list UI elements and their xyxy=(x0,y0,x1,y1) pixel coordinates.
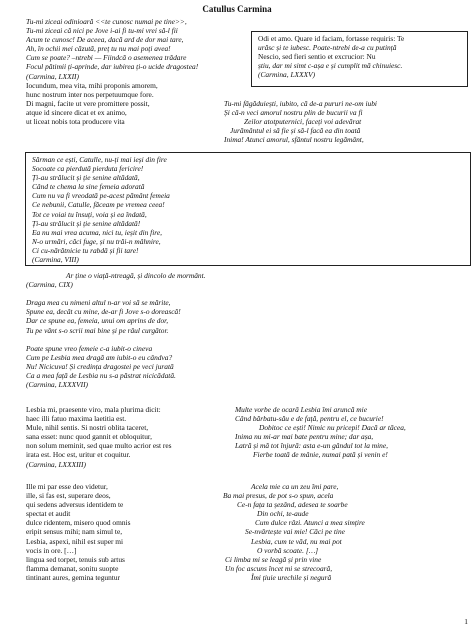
block4_left-line: qui sedens adversus identidem te xyxy=(26,500,124,510)
box1-line: urăsc și te iubesc. Poate-ntrebi de-a cu putință xyxy=(258,43,397,53)
block3_right-line: Când bărbatu-său e de față, pentru el, ce bucurie! xyxy=(235,414,384,424)
block3_left-line: Mule, nihil sentis. Si nostri oblita taceret, xyxy=(26,423,149,433)
block1_left-line: Tu-mi ziceai că nici pe Jove i-ai fi tu-mi vrei să-l fii xyxy=(26,26,178,36)
block2-line: Ar ține o viață-ntreagă, și dincolo de mormânt. xyxy=(66,271,206,280)
block4_left-line: tintinant aures, gemina teguntur xyxy=(26,572,120,582)
block4_right-line: Ce-n fața ta șezând, adesea te soarbe xyxy=(237,500,348,510)
block3-right xyxy=(235,405,471,460)
block4_left-line: Ille mi par esse deo videtur, xyxy=(26,482,108,491)
box2-line: Ci cu-nărătnicie tu rabdă și fii tare! xyxy=(32,245,139,255)
block4_left-line: vocis in ore. […] xyxy=(26,545,77,555)
block4_left-line: ille, si fas est, superare deos, xyxy=(26,491,111,501)
block2-line: Dar ce spune ea, femeia, unui om aprins de dor, xyxy=(26,316,169,326)
block4_right-line: Din ochi, te-aude xyxy=(257,509,309,519)
block4_left-line: eripit sensus mihi; nam simul te, xyxy=(26,527,123,537)
block4_right-line: Lesbia, cum te văd, nu mai pot xyxy=(251,536,342,546)
box2-line: Ți-au strălucit și ție senine altădată! xyxy=(32,218,141,228)
block4_right-line: Cum dulce râzi. Atunci a mea simțire xyxy=(255,518,365,528)
block1_left-line: hunc nostrum inter nos perpetuumque fore. xyxy=(26,89,154,99)
block4-right xyxy=(195,482,455,582)
block1_left-line: Iocundum, mea vita, mihi proponis amorem, xyxy=(26,80,158,90)
block1_right-line: Tu-mi făgăduiești, iubito, că de-a pururi ne-om iubi xyxy=(224,99,377,108)
block4_left-line: lingua sed torpet, tenuis sub artus xyxy=(26,554,125,564)
block3_left-line: non solum meminit, sed quae multo acrior est res xyxy=(26,441,172,451)
box1-line: Odi et amo. Quare id faciam, fortasse requiris: Te xyxy=(258,34,405,43)
block2-line xyxy=(26,289,466,298)
block2-line: Cum pe Lesbia mea dragă am iubit-o eu cândva? xyxy=(26,352,173,362)
block3_right-line: Fierbe toată de mânie, numai pată și venin e! xyxy=(253,450,388,460)
block3_right-line: Multe vorbe de ocară Lesbia îmi aruncă mie xyxy=(235,405,367,414)
box2-line: Tot ce voiai tu însuți, voia și ea îndată, xyxy=(32,209,147,219)
block1_left-line: Focul pătimii ți-aprinde, dar iubirea ți-o ucide dragostea! xyxy=(26,62,199,72)
box2-line: Când te chema la sine femeia adorată xyxy=(32,182,145,192)
poem-box-carmina-viii xyxy=(25,152,471,266)
block2-line xyxy=(26,335,466,344)
block4_right-line: O vorbă scoate. […] xyxy=(257,545,319,555)
page-number: 1 xyxy=(464,616,468,626)
block1_left-line: ut liceat nobis tota producere vita xyxy=(26,117,125,127)
block1_right-line: Inima! Atunci amorul, sfântul nostru legământ, xyxy=(224,135,364,145)
block4_right-line: Se-nvârtește vai mie! Căci pe tine xyxy=(245,527,345,537)
block3-left xyxy=(26,405,236,469)
block4_left-line: dulce ridentem, misero quod omnis xyxy=(26,518,131,528)
box1-line: Nescio, sed fieri sentio et excrucior: Nu xyxy=(258,52,376,62)
box1-line: știu, dar mi simt c-așa e și cumplit mă chinuiesc. xyxy=(258,61,403,71)
box2-line: Socoate ca pierdută pierduta fericire! xyxy=(32,164,144,174)
block4_right-line: Ba mai presus, de pot s-o spun, acela xyxy=(223,491,334,501)
block3_right-line: Dobitoc ce ești! Nimic nu pricepi! Dacă ar tăcea, xyxy=(259,423,406,433)
block1_left-line: Di magni, facite ut vere promittere possit, xyxy=(26,98,150,108)
block3_left-line: (Carmina, LXXXIII) xyxy=(26,459,86,469)
block4_right-line: Acela mie ca un zeu îmi pare, xyxy=(251,482,339,491)
block4_right-line: Un foc ascuns încet mi se strecoară, xyxy=(225,563,333,573)
block2-line: Draga mea cu nimeni altul n-ar voi să se mărite, xyxy=(26,298,171,308)
block1_left-line: Ah, în ochii mei căzută, preț tu nu mai poți avea! xyxy=(26,44,171,54)
block2-line: Spune ea, decât cu mine, de-ar fi Jove s-o dorească! xyxy=(26,307,181,317)
block3_left-line: Lesbia mi, praesente viro, mala plurima dicit: xyxy=(26,405,161,414)
box1-line: (Carmina, LXXXV) xyxy=(258,70,316,80)
block1_left-line: atque id sincere dicat et ex animo, xyxy=(26,107,127,117)
box2-line: N-o urmări, căci fuge, și nu trăi-n mâhnire, xyxy=(32,236,161,246)
block1_right-line: Și că-n veci amorul nostru plin de bucurii va fi xyxy=(224,108,363,118)
block1-right xyxy=(224,99,468,144)
block1_left-line: Tu-mi ziceai odinioară <<te cunosc numai pe tine>>, xyxy=(26,17,187,26)
box2-line: (Carmina, VIII) xyxy=(32,255,79,265)
page-title: Catullus Carmina xyxy=(202,4,272,14)
box2-line: Sărman ce ești, Catulle, nu-ți mai ieși din fire xyxy=(32,155,167,164)
block3_left-line: sana esset: nunc quod gannit et obloquitur, xyxy=(26,432,152,442)
block4_left-line: Lesbia, aspexi, nihil est super mi xyxy=(26,536,124,546)
block4_right-line: Ci limba mi se leagă și prin vine xyxy=(225,554,322,564)
block1_right-line: Zeilor atotputernici, faceți voi adevărat xyxy=(244,117,362,127)
block1_left-line: (Carmina, LXXII) xyxy=(26,71,79,81)
block3_left-line: irata est. Hoc est, uritur et coquitur. xyxy=(26,450,131,460)
block2-line: Poate spune vreo femeie c-a iubit-o cineva xyxy=(26,343,153,353)
box2-line: Ce nebunii, Catulle, făceam pe vremea ceea! xyxy=(32,200,165,210)
block4_left-line: spectat et audit xyxy=(26,509,71,519)
block2-line: Ca a mea față de Lesbia nu s-a păstrat nicicădată. xyxy=(26,371,176,381)
box2-line: Ți-au strălucit și ție senine altădată, xyxy=(32,173,140,183)
block3_right-line: Latră și mă tot înjură: asta e-un gândul tot la mine, xyxy=(235,441,388,451)
block2-line: Nu! Nicicuva! Și credința dragostei pe veci jurată xyxy=(26,361,174,371)
block1-left xyxy=(26,17,248,126)
block4_right-line: Îmi țiuie urechile și negură xyxy=(251,572,332,582)
block2 xyxy=(26,271,466,389)
block3_right-line: Inima nu mi-ar mai bate pentru mine; dar așa, xyxy=(235,432,374,442)
block2-line: (Carmina, LXXXVII) xyxy=(26,380,88,390)
block1_left-line: Acum te cunosc! De aceea, dacă ard de dor mai tare, xyxy=(26,35,184,45)
block4-left xyxy=(26,482,216,582)
box2-line: Ea nu mai vrea acuma, nici tu, ieșit din fire, xyxy=(32,227,162,237)
block1_left-line: Cum se poate? –ntrebi — Fiindcă o asemenea trădare xyxy=(26,53,187,63)
block4_left-line: flamma demanat, sonitu suopte xyxy=(26,563,119,573)
block3_left-line: haec illi fatuo maxima laetitia est. xyxy=(26,414,127,424)
box2-line: Cum nu va fi vreodată pe-acest pământ femeia xyxy=(32,191,170,201)
block2-line: (Carmina, CIX) xyxy=(26,280,73,290)
block1_right-line: Jurământul ei să fie și să-l facă ea din toată xyxy=(230,126,361,136)
block2-line: Tu pe vânt s-o scrii mai bine și pe râul curgător. xyxy=(26,325,169,335)
poem-box-odi-et-amo xyxy=(251,31,468,87)
